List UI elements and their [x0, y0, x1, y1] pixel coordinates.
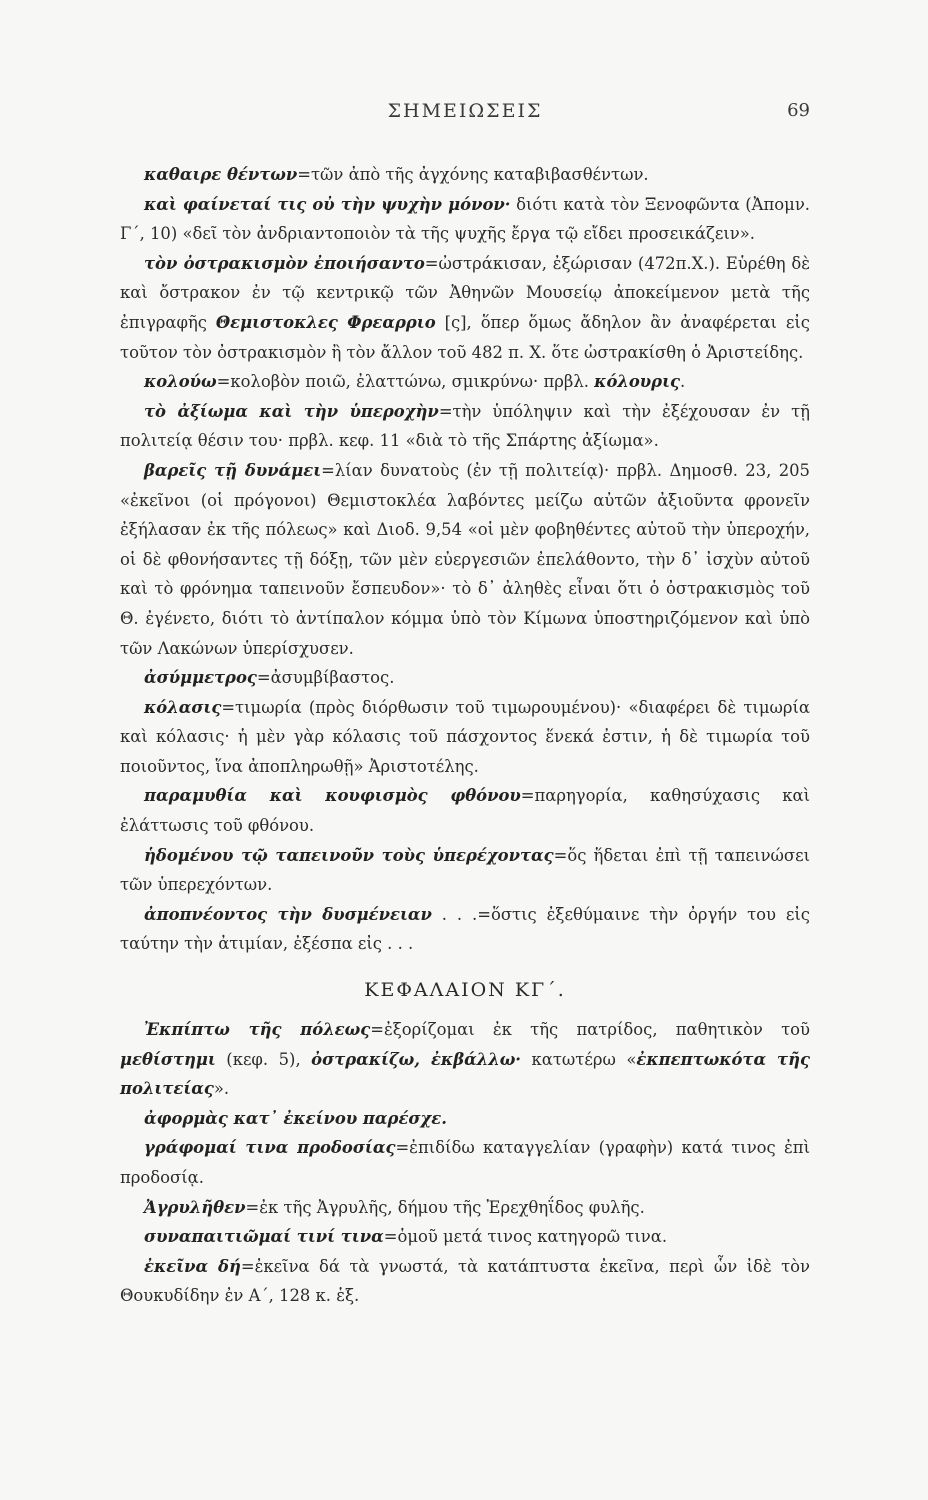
note-entry — [120, 1222, 810, 1252]
note-text: =ἐξορίζομαι ἐκ τῆς πατρίδος, παθητικὸν τοῦ — [370, 1020, 811, 1040]
note-text: =ἐκεῖνα δά τὰ γνωστά, τὰ κατάπτυστα ἐκεῖνα, περὶ ὧν ἰδὲ τὸν Θουκυδίδην ἐν Α΄, 128 κ. ἑξ. — [120, 1256, 810, 1306]
note-text: =τὴν ὑπόληψιν καὶ τὴν ἐξέχουσαν ἐν τῇ πολιτείᾳ θέσιν του· πρβλ. κεφ. 11 «διὰ τὸ τῆς Σπάρτης ἀξίωμα». — [120, 401, 810, 451]
note-entry — [120, 397, 810, 456]
note-entry — [120, 190, 810, 249]
note-text: (κεφ. 5), — [215, 1049, 312, 1069]
note-entry — [120, 781, 810, 840]
note-text: =ἐκ τῆς Ἀγρυλῆς, δήμου τῆς Ἐρεχθηΐδος φυλῆς. — [245, 1197, 645, 1217]
note-text: =ὅς ἥδεται ἐπὶ τῇ ταπεινώσει τῶν ὑπερεχόντων. — [120, 845, 811, 895]
note-lemma: ἀσύμμετρος — [144, 668, 257, 688]
note-text: =ἐπιδίδω καταγγελίαν (γραφὴν) κατά τινος ἐπὶ προδοσίᾳ. — [120, 1138, 810, 1187]
note-lemma: συναπαιτιῶμαί τινί τινα — [144, 1227, 384, 1247]
note-text: [ς], ὅπερ ὅμως ἄδηλον ἂν ἀναφέρεται εἰς τοῦτον τὸν ὀστρακισμὸν ἢ τὸν ἄλλον τοῦ 482 π. Χ. ὅτε ὠστρακίσθη ὁ Ἀριστείδης. — [120, 312, 810, 362]
note-lemma: ἡδομένου τῷ ταπεινοῦν τοὺς ὑπερέχοντας — [144, 845, 554, 865]
note-text: =παρηγορία, καθησύχασις καὶ ἐλάττωσις τοῦ φθόνου. — [120, 786, 810, 836]
note-lemma: Ἐκπίπτω τῆς πόλεως — [144, 1020, 371, 1040]
note-entry — [120, 1252, 810, 1311]
chapter-title: ΚΕΦΑΛΑΙΟΝ ΚΓ΄. — [364, 979, 566, 1002]
note-lemma: παραμυθία καὶ κουφισμὸς φθόνου — [144, 786, 521, 806]
note-text: ». — [213, 1079, 230, 1099]
note-text: . — [679, 372, 686, 392]
note-lemma: ἀποπνέοντος τὴν δυσμένειαν — [144, 904, 432, 924]
running-title: ΣΗΜΕΙΩΣΕΙΣ — [387, 100, 543, 122]
note-text: κατωτέρω « — [521, 1049, 637, 1069]
note-lemma: Ἀγρυλῆθεν — [144, 1197, 246, 1217]
inscription-text: Θεμιστοκλες Φρεαρριο — [215, 312, 436, 332]
note-text: =ἀσυμβίβαστος. — [256, 668, 395, 688]
note-text: =ὠστράκισαν, ἐξώρισαν (472π.Χ.). Εὑρέθη δὲ καὶ ὄστρακον ἐν τῷ κεντρικῷ τῶν Ἀθηνῶν Μουσείῳ ἀποκείμενον μετὰ τῆς ἐπιγραφῆς — [120, 253, 810, 332]
note-lemma: γράφομαί τινα προδοσίας — [144, 1138, 396, 1158]
note-entry — [120, 367, 810, 397]
note-text: . . .=ὅστις ἐξεθύμαινε τὴν ὀργήν του εἰς ταύτην τὴν ἀτιμίαν, ἐξέσπα εἰς . . . — [120, 904, 810, 954]
note-entry — [120, 1133, 810, 1192]
note-text: =τιμωρία (πρὸς διόρθωσιν τοῦ τιμωρουμένου)· «διαφέρει δὲ τιμωρία καὶ κόλασις· ἡ μὲν γὰρ κόλασις τοῦ πάσχοντος ἕνεκά ἐστιν, ἡ δὲ τιμωρία τοῦ ποιοῦντος, ἵνα ἀποπληρωθῇ» Ἀριστοτέλης. — [120, 697, 810, 776]
note-entry — [120, 1104, 810, 1134]
note-entry — [120, 693, 810, 782]
note-entry — [120, 249, 810, 367]
note-lemma: τὸν ὀστρακισμὸν ἐποιήσαντο — [144, 253, 425, 273]
note-entry — [120, 663, 810, 693]
note-lemma: καθαιρε θέντων — [144, 165, 298, 184]
note-entry — [120, 456, 810, 663]
note-text: =τῶν ἀπὸ τῆς ἀγχόνης καταβιβασθέντων. — [297, 165, 649, 184]
note-lemma: καὶ φαίνεταί τις οὐ τὴν ψυχὴν μόνον· — [144, 194, 511, 214]
cross-reference: ὀστρακίζω, ἐκβάλλω· — [311, 1049, 522, 1069]
note-lemma: κόλασις — [144, 697, 222, 717]
note-lemma: βαρεῖς τῇ δυνάμει — [144, 460, 322, 480]
notes-text — [120, 160, 810, 1311]
running-head — [120, 100, 810, 130]
note-entry — [120, 841, 810, 900]
note-lemma: ἐκεῖνα δή — [144, 1256, 241, 1276]
note-text: =ὁμοῦ μετά τινος κατηγορῶ τινα. — [383, 1227, 668, 1247]
note-entry — [120, 900, 810, 959]
cross-reference: κόλουρις — [594, 372, 680, 392]
note-entry — [120, 1193, 810, 1223]
note-text: =λίαν δυνατοὺς (ἐν τῇ πολιτείᾳ)· πρβλ. Δημοσθ. 23, 205 «ἐκεῖνοι (οἱ πρόγονοι) Θεμιστοκλέα λαβόντες μείζω αὐτῶν ἀξιοῦντα φρονεῖν ἐξήλασαν ἐκ τῆς πόλεως» καὶ Διοδ. 9,54 «οἱ μὲν φοβηθέντες αὐτοῦ τὴν ὑπεροχήν, οἱ δὲ φθονήσαντες τῇ δόξῃ, τῶν μὲν εὐεργεσιῶν ἐπελάθοντο, τὴν δ᾽ ἰσχὺν αὐτοῦ καὶ τὸ φρόνημα ταπεινοῦν ἔσπευδον»· τὸ δ᾽ ἀληθὲς εἶναι ὅτι ὁ ὀστρακισμὸς τοῦ Θ. ἐγένετο, διότι τὸ ἀντίπαλον κόμμα ὑπὸ τὸν Κίμωνα ὑποστηριζόμενον καὶ ὑπὸ τῶν Λακώνων ὑπερίσχυσεν. — [120, 460, 810, 658]
note-lemma: ἀφορμὰς κατ᾽ ἐκείνου παρέσχε. — [144, 1108, 447, 1128]
note-lemma: κολούω — [144, 372, 217, 392]
note-entry — [120, 160, 810, 190]
cross-reference: μεθίστημι — [120, 1049, 216, 1069]
note-text: =κολοβὸν ποιῶ, ἐλαττώνω, σμικρύνω· πρβλ. — [216, 372, 595, 392]
quoted-phrase: ἐκπεπτωκότα τῆς πολιτείας — [120, 1049, 810, 1099]
note-lemma: τὸ ἀξίωμα καὶ τὴν ὑπεροχὴν — [144, 401, 439, 421]
note-text: διότι κατὰ τὸν Ξενοφῶντα (Ἀπομν. Γ΄, 10) «δεῖ τὸν ἀνδριαντοποιὸν τὰ τῆς ψυχῆς ἔργα τῷ εἴδει προσεικάζειν». — [120, 194, 810, 244]
page-number: 69 — [787, 100, 810, 121]
note-entry — [120, 1015, 810, 1104]
